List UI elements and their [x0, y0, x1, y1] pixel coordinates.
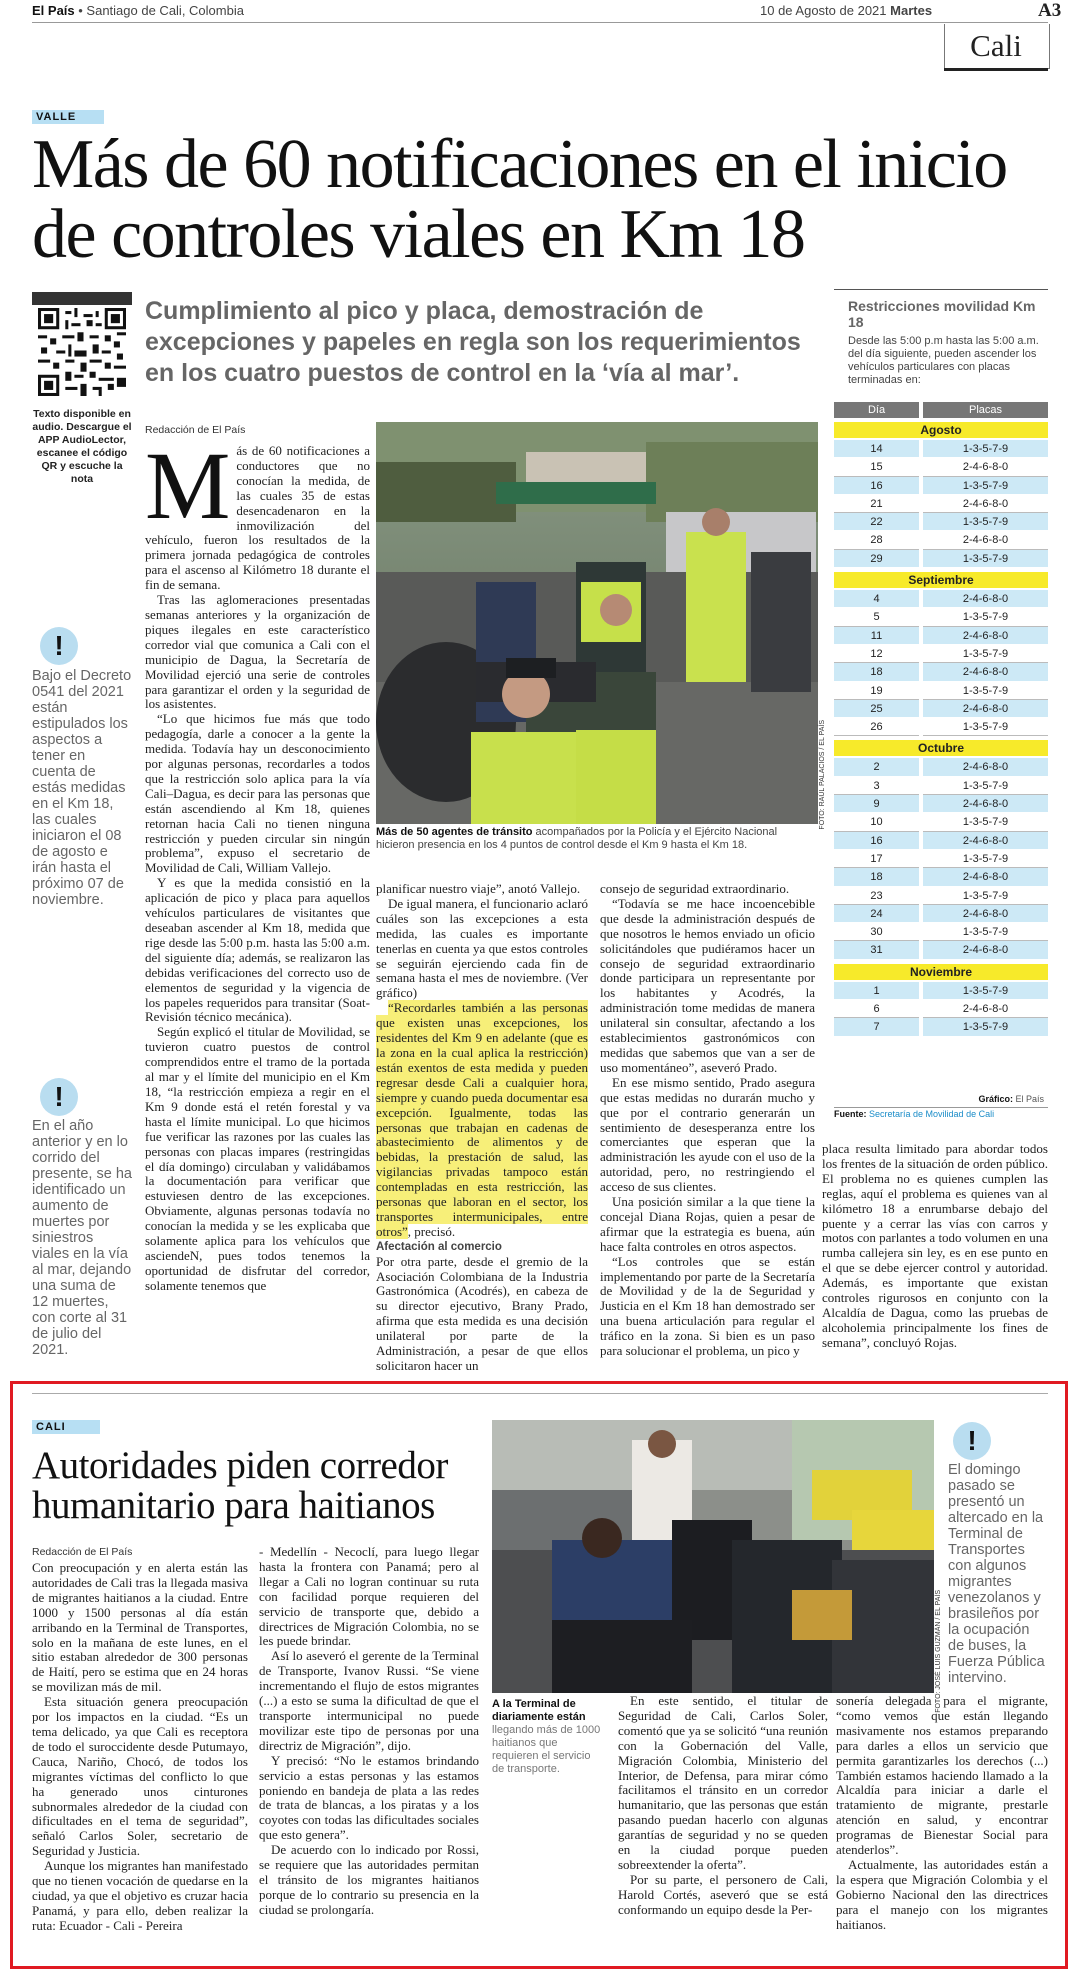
table-source: Fuente: Secretaría de Movilidad de Cali: [834, 1107, 1048, 1119]
table-header: [834, 402, 1048, 418]
table-cell-day: 16: [834, 832, 919, 850]
table-cell-day: 29: [834, 550, 919, 568]
table-row: [834, 458, 1048, 476]
table-row: [834, 1000, 1048, 1018]
table-cell-plates: 1-3-5-7-9: [923, 1018, 1048, 1036]
paragraph: Según explicó el titular de Movilidad, se tuvieron cuatro puestos de control comprendidos entre el tramo de la portada al mar y el límite del municipio en el Km 18, “la restricción empieza a regir en el Km 9 donde está el retén forestal y va hasta el límite municipal. Lo que hicimos fue verificar las razones por las cuales las personas con placas impares (restringidas el día domingo) circulaban y validábamos la documentación para verificar que estuviesen dentro de las excepciones. Obviamente, algunas personas todavía no conocían la medida y se les explicaba que solamente aplica para los vehículos que asciendeN, pues todos tenemos la oportunidad de disfrutar del corredor, solamente tenemos que: [145, 1024, 370, 1293]
table-cell-day: 26: [834, 718, 919, 736]
paragraph: - Medellín - Necoclí, para luego llegar hasta la frontera con Panamá; pero al llegar a Cali no logran continuar su ruta con facilidad porque requieren del servicio de transporte que, debido a directrices de Migración Colombia, no se les puede brindar.: [259, 1544, 479, 1649]
table-cell-plates: 2-4-6-8-0: [923, 590, 1048, 608]
table-cell-day: 7: [834, 1018, 919, 1036]
exclamation-icon: !: [40, 1078, 78, 1116]
table-row: [834, 608, 1048, 626]
graphic-credit: Gráfico: El País: [978, 1094, 1044, 1104]
table-cell-plates: 2-4-6-8-0: [923, 868, 1048, 886]
paper-name: El País: [32, 3, 75, 18]
headline-haitians: Autoridades piden corredor humanitario para haitianos: [32, 1444, 448, 1527]
article2-column-1: [32, 1561, 248, 1934]
photo-migrants-terminal: [492, 1420, 934, 1693]
highlighted-quote: “Recordarles también a las personas que existen unas excepciones, los residentes del Km 9 en adelante (que es la zona en la cual aplica la restricción) están exentos de esta medida y pueden regresar desde Cali a cualquier hora, siempre y cuando pueda documentar esa excepción. Igualmente, todas las personas que trabajan en cadenas de abastecimiento de alimentos y de bebidas, la prestación de salud, las vigilancias privadas tampoco están contempladas en esta restricción, las personas que laboran en el sector, los transportes intermunicipales, entre otros”: [376, 1000, 588, 1239]
paragraph: placa resulta limitado para abordar todos los frentes de la situación de orden público. El problema no es quienes cumplen las reglas, aquí el problema es quienes van al kilómetro 18 a enrumbarse debajo del puente y a cerrar las vías con carros y motos con parlantes a todo volumen en una rumba callejera sin ley, es en ese punto en el que se debe ejercer control y autoridad. Además, es importante que existan controles rigurosos en conjunto con la Alcaldía de Dagua, como las pruebas de alcoholemia principalmente los fines de semana”, concluyó Rojas.: [822, 1141, 1048, 1350]
headline: Más de 60 notificaciones en el inicio de controles viales en Km 18: [32, 126, 1007, 273]
paragraph: planificar nuestro viaje”, anotó Vallejo.: [376, 881, 581, 896]
paragraph: Por otra parte, desde el gremio de la Asociación Colombiana de la Industria Gastronómica (Acodrés), en cabeza de su director ejecutivo, Brany Prado, afirma que esta medida es una decisión unilateral por parte de la Administración, a pesar de que ellos solicitaron hacer un: [376, 1253, 588, 1373]
month-header: Octubre: [834, 740, 1048, 756]
column-header-day: Día: [834, 402, 919, 418]
paragraph: Así lo aseveró el gerente de la Terminal de Transporte, Ivanov Russi. “Se viene incrementando el flujo de estos migrantes (...) a esto se suma la dificultad de que el transporte intermunicipal no puede movilizar este tipo de personas por una directriz de Migración”, dijo.: [259, 1648, 479, 1753]
info-note-deaths: En el año anterior y en lo corrido del presente, se ha identificado un aumento de muertes por siniestros viales en la vía al mar, dejando una suma de 12 muertes, con corte al 31 de julio del 2021.: [32, 1118, 132, 1358]
table-cell-day: 15: [834, 458, 919, 476]
table-body: [834, 422, 1048, 1037]
deck-bar: [32, 292, 132, 305]
table-row: [834, 550, 1048, 568]
table-cell-day: 11: [834, 627, 919, 645]
kicker-cali: CALI: [32, 1420, 100, 1434]
info-note-decree: Bajo el Decreto 0541 del 2021 están estipulados los aspectos a tener en cuenta de estás medidas en el Km 18, las cuales iniciaron el 08 de agosto e irán hasta el próximo 07 de noviembre.: [32, 668, 132, 908]
table-cell-plates: 2-4-6-8-0: [923, 700, 1048, 718]
paragraph: Actualmente, las autoridades están a la espera que Migración Colombia y el Gobierno Nacional den las directrices para el manejo con los migrantes haitianos.: [836, 1856, 1048, 1932]
table-row: [834, 645, 1048, 663]
masthead-date: [760, 3, 932, 18]
table-row: [834, 777, 1048, 795]
table-row: [834, 868, 1048, 886]
table-rule: [834, 289, 1048, 290]
table-description: Desde las 5:00 p.m hasta las 5:00 a.m. del día siguiente, pueden ascender los vehículos particulares con placas terminadas en:: [848, 335, 1039, 386]
paragraph: Con preocupación y en alerta están las autoridades de Cali tras la llegada masiva de migrantes haitianos a la ciudad. Entre 1000 y 1500 personas al día están arribando en la Terminal de Transportes, solo en la mañana de este lunes, en el sitio estaban alrededor de 300 personas de Haití, pero se estima que en 24 horas se movilizan más de mil.: [32, 1560, 248, 1695]
header-rule: [32, 22, 1048, 23]
table-cell-day: 18: [834, 868, 919, 886]
table-cell-plates: 1-3-5-7-9: [923, 982, 1048, 1000]
paragraph: En ese mismo sentido, Prado asegura que estas medidas no durarán mucho y que por el contrario generarán un sentimiento de desesperanza entre los comerciantes que esperan que la administración les ayude con el uso de la autoridad, pero, no restringiendo el acceso de sus clientes.: [600, 1074, 815, 1195]
story-separator: [32, 1393, 1048, 1394]
paragraph: sonería delegada para el migrante, “como vemos que están llegando masivamente nos estamos preparando para darles a ellos un servicio que permita garantizarles los derechos (...) También estamos haciendo llamado a la Alcaldía para iniciar a darle el tratamiento de migrante, prestarle atención en salud, y encontrar programas de Bienestar Social para atenderlos”.: [836, 1693, 1048, 1858]
paragraph: Esta situación genera preocupación por los impactos en la ciudad. “Es un tema delicado, ya que Cali es receptora de todo el suroccidente desde Putumayo, Cauca, Nariño, Chocó, de todos los migrantes víctimas del conflicto lo que ha generado unos cinturones subnormales alrededor de la ciudad con dificultades en el tema de seguridad”, señaló Carlos Soler, secretario de Seguridad y Justicia.: [32, 1694, 248, 1859]
article2-column-3: [618, 1694, 828, 1918]
paragraph: “Los controles que se están implementando por parte de la Secretaría de Movilidad y de la de Seguridad y Justicia en el Km 18 han demostrado ser una buena articulación para regular el tráfico en la zona. Si bien es un paso para solucionar el problema, un pico y: [600, 1253, 815, 1359]
article-column-4: [822, 1142, 1048, 1351]
table-row: [834, 627, 1048, 645]
table-cell-plates: 2-4-6-8-0: [923, 495, 1048, 513]
table-cell-day: 24: [834, 905, 919, 923]
paragraph: Más de 60 notificaciones a conductores que no conocían la medida, de las cuales 35 de estas desencadenaron en la inmovilización del vehículo, fueron los resultados de la primera jornada pedagógica de controles para el ascenso al Kilómetro 18 durante el fin de semana.: [145, 432, 370, 593]
table-cell-day: 3: [834, 777, 919, 795]
section-name: Cali: [970, 28, 1022, 63]
table-cell-day: 5: [834, 608, 919, 626]
table-cell-day: 10: [834, 813, 919, 831]
table-cell-plates: 1-3-5-7-9: [923, 682, 1048, 700]
section-rule: [944, 68, 1048, 71]
column-header-plates: Placas: [923, 402, 1048, 418]
info-note-altercation: El domingo pasado se presentó un altercado en la Terminal de Transportes con algunos migrantes venezolanos y brasileños por la ocupación de buses, la Fuerza Pública intervino.: [948, 1462, 1045, 1686]
table-row: [834, 531, 1048, 549]
table-row: [834, 795, 1048, 813]
table-title: Restricciones movilidad Km 18: [848, 298, 1036, 330]
paragraph-quote: “Recordarles también a las personas que existen unas excepciones, los residentes del Km 9 en adelante (que es la zona en la cual aplica la restricción) están exentos de esta medida y pueden regresar desde Cali a cualquier hora, siempre y cuando pueda documentar esa excepción. Igualmente, todas las personas que trabajan en cadenas de abastecimiento de alimentos y de bebidas, la prestación de salud, las vigilancias privadas tampoco están contempladas en esta restricción, las personas que laboran en el sector, los transportes intermunicipales, entre otros”, precisó.: [376, 1000, 588, 1239]
table-cell-plates: 1-3-5-7-9: [923, 550, 1048, 568]
paragraph: De acuerdo con lo indicado por Rossi, se requiere que las autoridades permitan el tránsito de los migrantes haitianos porque de lo contrario su presencia en la ciudad se prolongaría.: [259, 1842, 479, 1917]
table-cell-day: 12: [834, 645, 919, 663]
table-cell-plates: 1-3-5-7-9: [923, 923, 1048, 941]
table-cell-plates: 2-4-6-8-0: [923, 832, 1048, 850]
table-row: [834, 682, 1048, 700]
table-cell-plates: 2-4-6-8-0: [923, 941, 1048, 959]
photo-caption: Más de 50 agentes de tránsito acompañados por la Policía y el Ejército Nacional hicieron presencia en los 4 puntos de control desde el Km 9 hasta el Km 18.: [376, 826, 778, 851]
article-column-2: [376, 882, 588, 1374]
photo-police-checkpoint: [376, 422, 818, 824]
paragraph: “Lo que hicimos fue más que todo pedagogía, darle a conocer a la gente la medida. Todavía hay un desconocimiento por algunas personas, recordarles a todos que la restricción solo aplica para la vía Cali–Dagua, es decir para las personas que están ascendiendo al Km 18, quienes retornan hacia Cali no tienen ninguna restricción y pueden circular sin ningún problema”, expuso el secretario de Movilidad de Cali, William Vallejo.: [145, 711, 370, 876]
table-cell-plates: 2-4-6-8-0: [923, 795, 1048, 813]
table-cell-plates: 2-4-6-8-0: [923, 531, 1048, 549]
qr-code[interactable]: [38, 308, 126, 396]
table-cell-day: 30: [834, 923, 919, 941]
table-cell-plates: 1-3-5-7-9: [923, 777, 1048, 795]
table-cell-day: 23: [834, 887, 919, 905]
table-row: [834, 663, 1048, 681]
paragraph: Una posición similar a la que tiene la concejal Diana Rojas, quien a pesar de afirmar que la estrategia es buena, aún hace falta controles en otros aspectos.: [600, 1194, 815, 1254]
subhead: Afectación al comercio: [376, 1240, 502, 1253]
table-cell-day: 4: [834, 590, 919, 608]
table-row: [834, 495, 1048, 513]
paragraph: En este sentido, el titular de Seguridad de Cali, Carlos Soler, comentó que ya se solicitó “una reunión con la Gobernación del Valle, Migración Colombia, Ministerio del Interior, de Defensa, para mirar cómo facilitamos el tránsito en un corredor humanitario, que las personas que están pasando puedan hacerlo con algunas garantías de seguridad y no se queden en la ciudad porque pueden sobreextender la oferta”.: [618, 1693, 828, 1872]
table-row: [834, 982, 1048, 1000]
table-cell-plates: 1-3-5-7-9: [923, 718, 1048, 736]
table-row: [834, 758, 1048, 776]
table-row: [834, 477, 1048, 495]
month-header: Septiembre: [834, 572, 1048, 588]
paragraph: De igual manera, el funcionario aclaró cuáles son las excepciones a esta medida, las cuales es importante tenerlas en cuenta ya que estos controles se seguirán ejerciendo cada fin de semana hasta el mes de noviembre. (Ver gráfico): [376, 895, 588, 1001]
table-cell-plates: 2-4-6-8-0: [923, 458, 1048, 476]
table-cell-plates: 1-3-5-7-9: [923, 850, 1048, 868]
kicker-valle: VALLE: [32, 110, 104, 124]
page-number: A3: [1038, 0, 1062, 21]
photo-caption: A la Terminal de diariamente están llegando más de 1000 haitianos que requieren el servicio de transporte.: [492, 1698, 601, 1775]
table-cell-plates: 1-3-5-7-9: [923, 440, 1048, 458]
drop-cap: M: [145, 432, 231, 539]
paragraph: Tras las aglomeraciones presentadas semanas anteriores y la organización de piques ilegales en este característico corredor vial que comunica a Cali con el municipio de Dagua, la Secretaría de Movilidad ejerció una serie de controles para garantizar el orden y la seguridad de los asistentes.: [145, 592, 370, 712]
table-cell-plates: 1-3-5-7-9: [923, 887, 1048, 905]
month-header: Agosto: [834, 422, 1048, 438]
table-cell-plates: 1-3-5-7-9: [923, 813, 1048, 831]
table-row: [834, 590, 1048, 608]
table-cell-day: 9: [834, 795, 919, 813]
article-column-1: [145, 432, 370, 1294]
place-line: Santiago de Cali, Colombia: [86, 3, 244, 18]
restrictions-table: [834, 402, 1048, 1037]
paragraph: consejo de seguridad extraordinario.: [600, 881, 790, 896]
table-cell-day: 31: [834, 941, 919, 959]
paragraph: Y precisó: “No le estamos brindando servicio a estas personas y las estamos poniendo en bandeja de plata a las redes de trata de blancas, a los piratas y a los coyotes con todas las dificultades sociales que esto genera”.: [259, 1752, 479, 1843]
table-row: [834, 718, 1048, 736]
table-row: [834, 700, 1048, 718]
paragraph: Aunque los migrantes han manifestado que no tienen vocación de quedarse en la ciudad, ya que el objetivo es cruzar hacia Panamá, y para ello, deben realizar la ruta: Ecuador - Cali - Pereira: [32, 1858, 248, 1933]
article2-column-4: [836, 1694, 1048, 1933]
table-cell-day: 25: [834, 700, 919, 718]
byline: Redacción de El País: [32, 1546, 133, 1558]
table-row: [834, 923, 1048, 941]
table-cell-plates: 2-4-6-8-0: [923, 663, 1048, 681]
table-cell-day: 19: [834, 682, 919, 700]
table-row: [834, 941, 1048, 959]
table-row: [834, 1018, 1048, 1036]
table-cell-day: 2: [834, 758, 919, 776]
table-row: [834, 513, 1048, 531]
qr-caption: Texto disponible en audio. Descargue el APP AudioLector, escanee el código QR y escuche la nota: [32, 408, 132, 485]
exclamation-icon: !: [953, 1422, 991, 1460]
byline: Redacción de El País: [145, 424, 246, 436]
table-row: [834, 440, 1048, 458]
table-row: [834, 905, 1048, 923]
table-cell-plates: 1-3-5-7-9: [923, 477, 1048, 495]
table-cell-day: 16: [834, 477, 919, 495]
article2-column-2: [259, 1545, 479, 1918]
table-row: [834, 832, 1048, 850]
table-cell-plates: 2-4-6-8-0: [923, 905, 1048, 923]
table-cell-day: 14: [834, 440, 919, 458]
photo-credit: FOTO: JOSÉ LUIS GUZMÁN / EL PAÍS: [935, 1590, 942, 1713]
table-cell-day: 22: [834, 513, 919, 531]
table-row: [834, 813, 1048, 831]
table-cell-plates: 2-4-6-8-0: [923, 1000, 1048, 1018]
table-cell-plates: 2-4-6-8-0: [923, 758, 1048, 776]
paragraph: Y es que la medida consistió en la aplicación de pico y placa para aquellos vehículos particulares de visitantes que deseaban ascender al Km 18, medida que rige desde las 5:00 p.m. hasta las 5:00 a.m. del siguiente día; además, se realizaron las debidas verificaciones del correcto uso de elementos de seguridad y la vigencia de los papeles requeridos para transitar (Soat- Revisión técnico mecánica).: [145, 875, 370, 1025]
table-cell-day: 17: [834, 850, 919, 868]
table-row: [834, 887, 1048, 905]
masthead-left: El País • Santiago de Cali, Colombia: [32, 3, 244, 18]
table-cell-plates: 1-3-5-7-9: [923, 513, 1048, 531]
exclamation-icon: !: [40, 627, 78, 665]
table-cell-plates: 1-3-5-7-9: [923, 608, 1048, 626]
table-cell-plates: 1-3-5-7-9: [923, 645, 1048, 663]
table-cell-day: 28: [834, 531, 919, 549]
paragraph: Por su parte, el personero de Cali, Harold Cortés, aseveró que se está conformando un equipo desde la Per-: [618, 1871, 828, 1917]
photo-credit: FOTO: RAÚL PALACIOS / EL PAÍS: [819, 720, 826, 830]
deck: Cumplimiento al pico y placa, demostración de excepciones y papeles en regla son los requerimientos en los cuatro puestos de control en la ‘vía al mar’.: [145, 297, 801, 387]
table-cell-day: 6: [834, 1000, 919, 1018]
table-cell-day: 1: [834, 982, 919, 1000]
paragraph: “Todavía se me hace incoencebible que desde la administración después de que nosotros le hemos enviado un oficio solicitándoles que pudiéramos hacer un consejo de seguridad extraordinario donde participara un representante por los habitantes y Acodrés, la administración tome medidas de manera unilateral sin consultar, afectando a los establecimientos gastronómicos con medidas que sabemos que van a ser de uso momentáneo”, aseveró Prado.: [600, 895, 815, 1075]
table-cell-day: 18: [834, 663, 919, 681]
table-cell-plates: 2-4-6-8-0: [923, 627, 1048, 645]
weekday: Martes: [890, 3, 933, 18]
article-column-3: [600, 882, 815, 1359]
table-row: [834, 850, 1048, 868]
date: 10 de Agosto de 2021: [760, 3, 887, 18]
table-cell-day: 21: [834, 495, 919, 513]
month-header: Noviembre: [834, 964, 1048, 980]
